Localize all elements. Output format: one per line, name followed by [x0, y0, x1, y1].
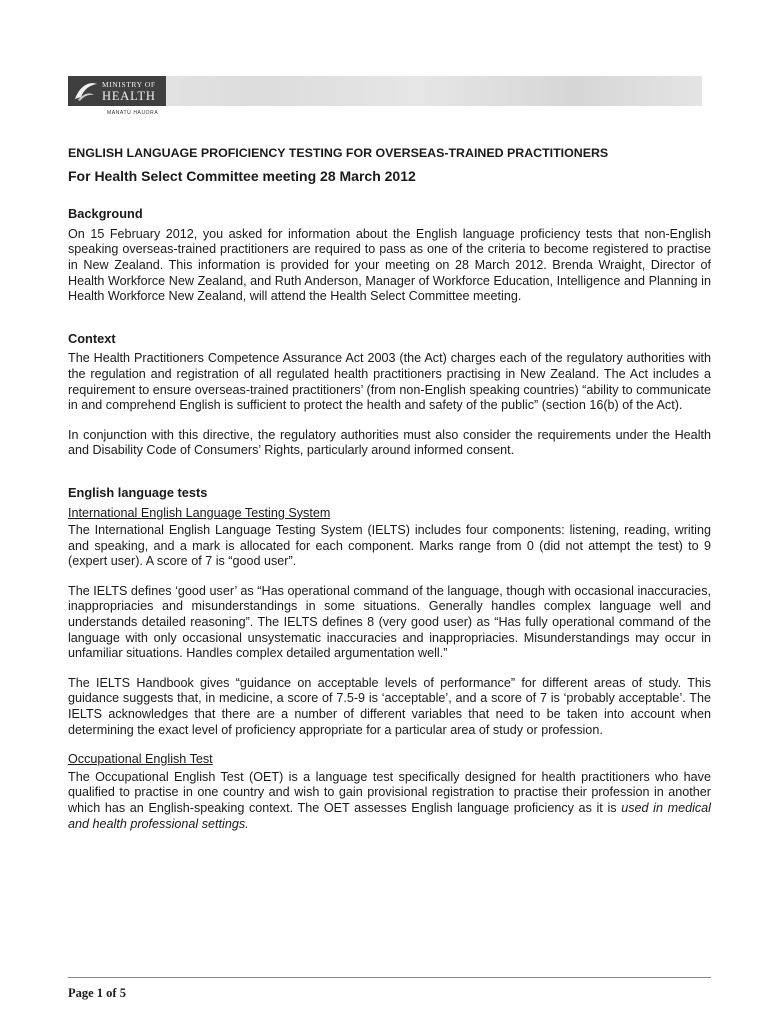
- context-heading: Context: [68, 330, 116, 346]
- document-body: [68, 146, 711, 846]
- ministry-logo: [68, 76, 166, 106]
- tests-heading: English language tests: [68, 484, 208, 500]
- background-heading: Background: [68, 206, 143, 222]
- oet-heading: Occupational English Test: [68, 752, 213, 767]
- context-paragraph-2: In conjunction with this directive, the regulatory authorities must also consider the requirements under the Health and Disability Code of Consumers’ Rights, particularly around informed consent.: [68, 427, 711, 458]
- oet-paragraph: [68, 770, 711, 832]
- document-subtitle: For Health Select Committee meeting 28 March 2012: [68, 167, 416, 184]
- ielts-heading: International English Language Testing System: [68, 505, 331, 520]
- logo-tagline: MANATŪ HAUORA: [107, 110, 159, 116]
- logo-line-1: MINISTRY OF: [102, 80, 156, 89]
- footer-divider: [68, 977, 711, 978]
- fern-icon: [72, 79, 100, 103]
- ielts-paragraph-1: The International English Language Testing System (IELTS) includes four components: listening, reading, writing and speaking, and a mark is allocated for each component. Marks range from 0 (did not attempt the test) to 9 (expert user). A score of 7 is “good user”.: [68, 523, 711, 569]
- context-paragraph-1: The Health Practitioners Competence Assurance Act 2003 (the Act) charges each of the regulatory authorities with the regulation and registration of all regulated health practitioners practising in New Zealand. The Act includes a requirement to ensure overseas-trained practitioners’ (from non-English speaking countries) “ability to communicate in and comprehend English is sufficient to protect the health and safety of the public” (section 16(b) of the Act).: [68, 351, 711, 413]
- oet-paragraph-italic: used in medical and health professional settings.: [68, 801, 711, 831]
- page-number: Page 1 of 5: [68, 986, 126, 1000]
- logo-line-2: HEALTH: [102, 89, 156, 103]
- oet-paragraph-text: The Occupational English Test (OET) is a language test specifically designed for health practitioners who have qualified to practise in one country and wish to gain provisional registration to practise their profession in another which has an English-speaking context. The OET assesses English language proficiency as it is: [68, 769, 711, 815]
- ielts-paragraph-2: The IELTS defines ‘good user’ as “Has operational command of the language, though with occasional inaccuracies, inappropriacies and misunderstandings in some situations. Generally handles complex language well and understands detailed reasoning”. The IELTS defines 8 (very good user) as “Has fully operational command of the language with only occasional unsystematic inaccuracies and inappropriacies. Misunderstandings may occur in unfamiliar situations. Handles complex detailed argumentation well.”: [68, 583, 711, 661]
- background-paragraph: On 15 February 2012, you asked for information about the English language proficiency tests that non-English speaking overseas-trained practitioners are required to pass as one of the criteria to become registered to practise in New Zealand. This information is provided for your meeting on 28 March 2012. Brenda Wraight, Director of Health Workforce New Zealand, and Ruth Anderson, Manager of Workforce Education, Intelligence and Planning in Health Workforce New Zealand, will attend the Health Select Committee meeting.: [68, 226, 711, 304]
- ielts-paragraph-3: The IELTS Handbook gives “guidance on acceptable levels of performance” for different areas of study. This guidance suggests that, in medicine, a score of 7.5-9 is ‘acceptable’, and a score of 7 is ‘probably acceptable’. The IELTS acknowledges that there are a number of different variables that need to be taken into account when determining the exact level of proficiency appropriate for a particular area of study or profession.: [68, 675, 711, 737]
- document-title: ENGLISH LANGUAGE PROFICIENCY TESTING FOR OVERSEAS-TRAINED PRACTITIONERS: [68, 146, 609, 160]
